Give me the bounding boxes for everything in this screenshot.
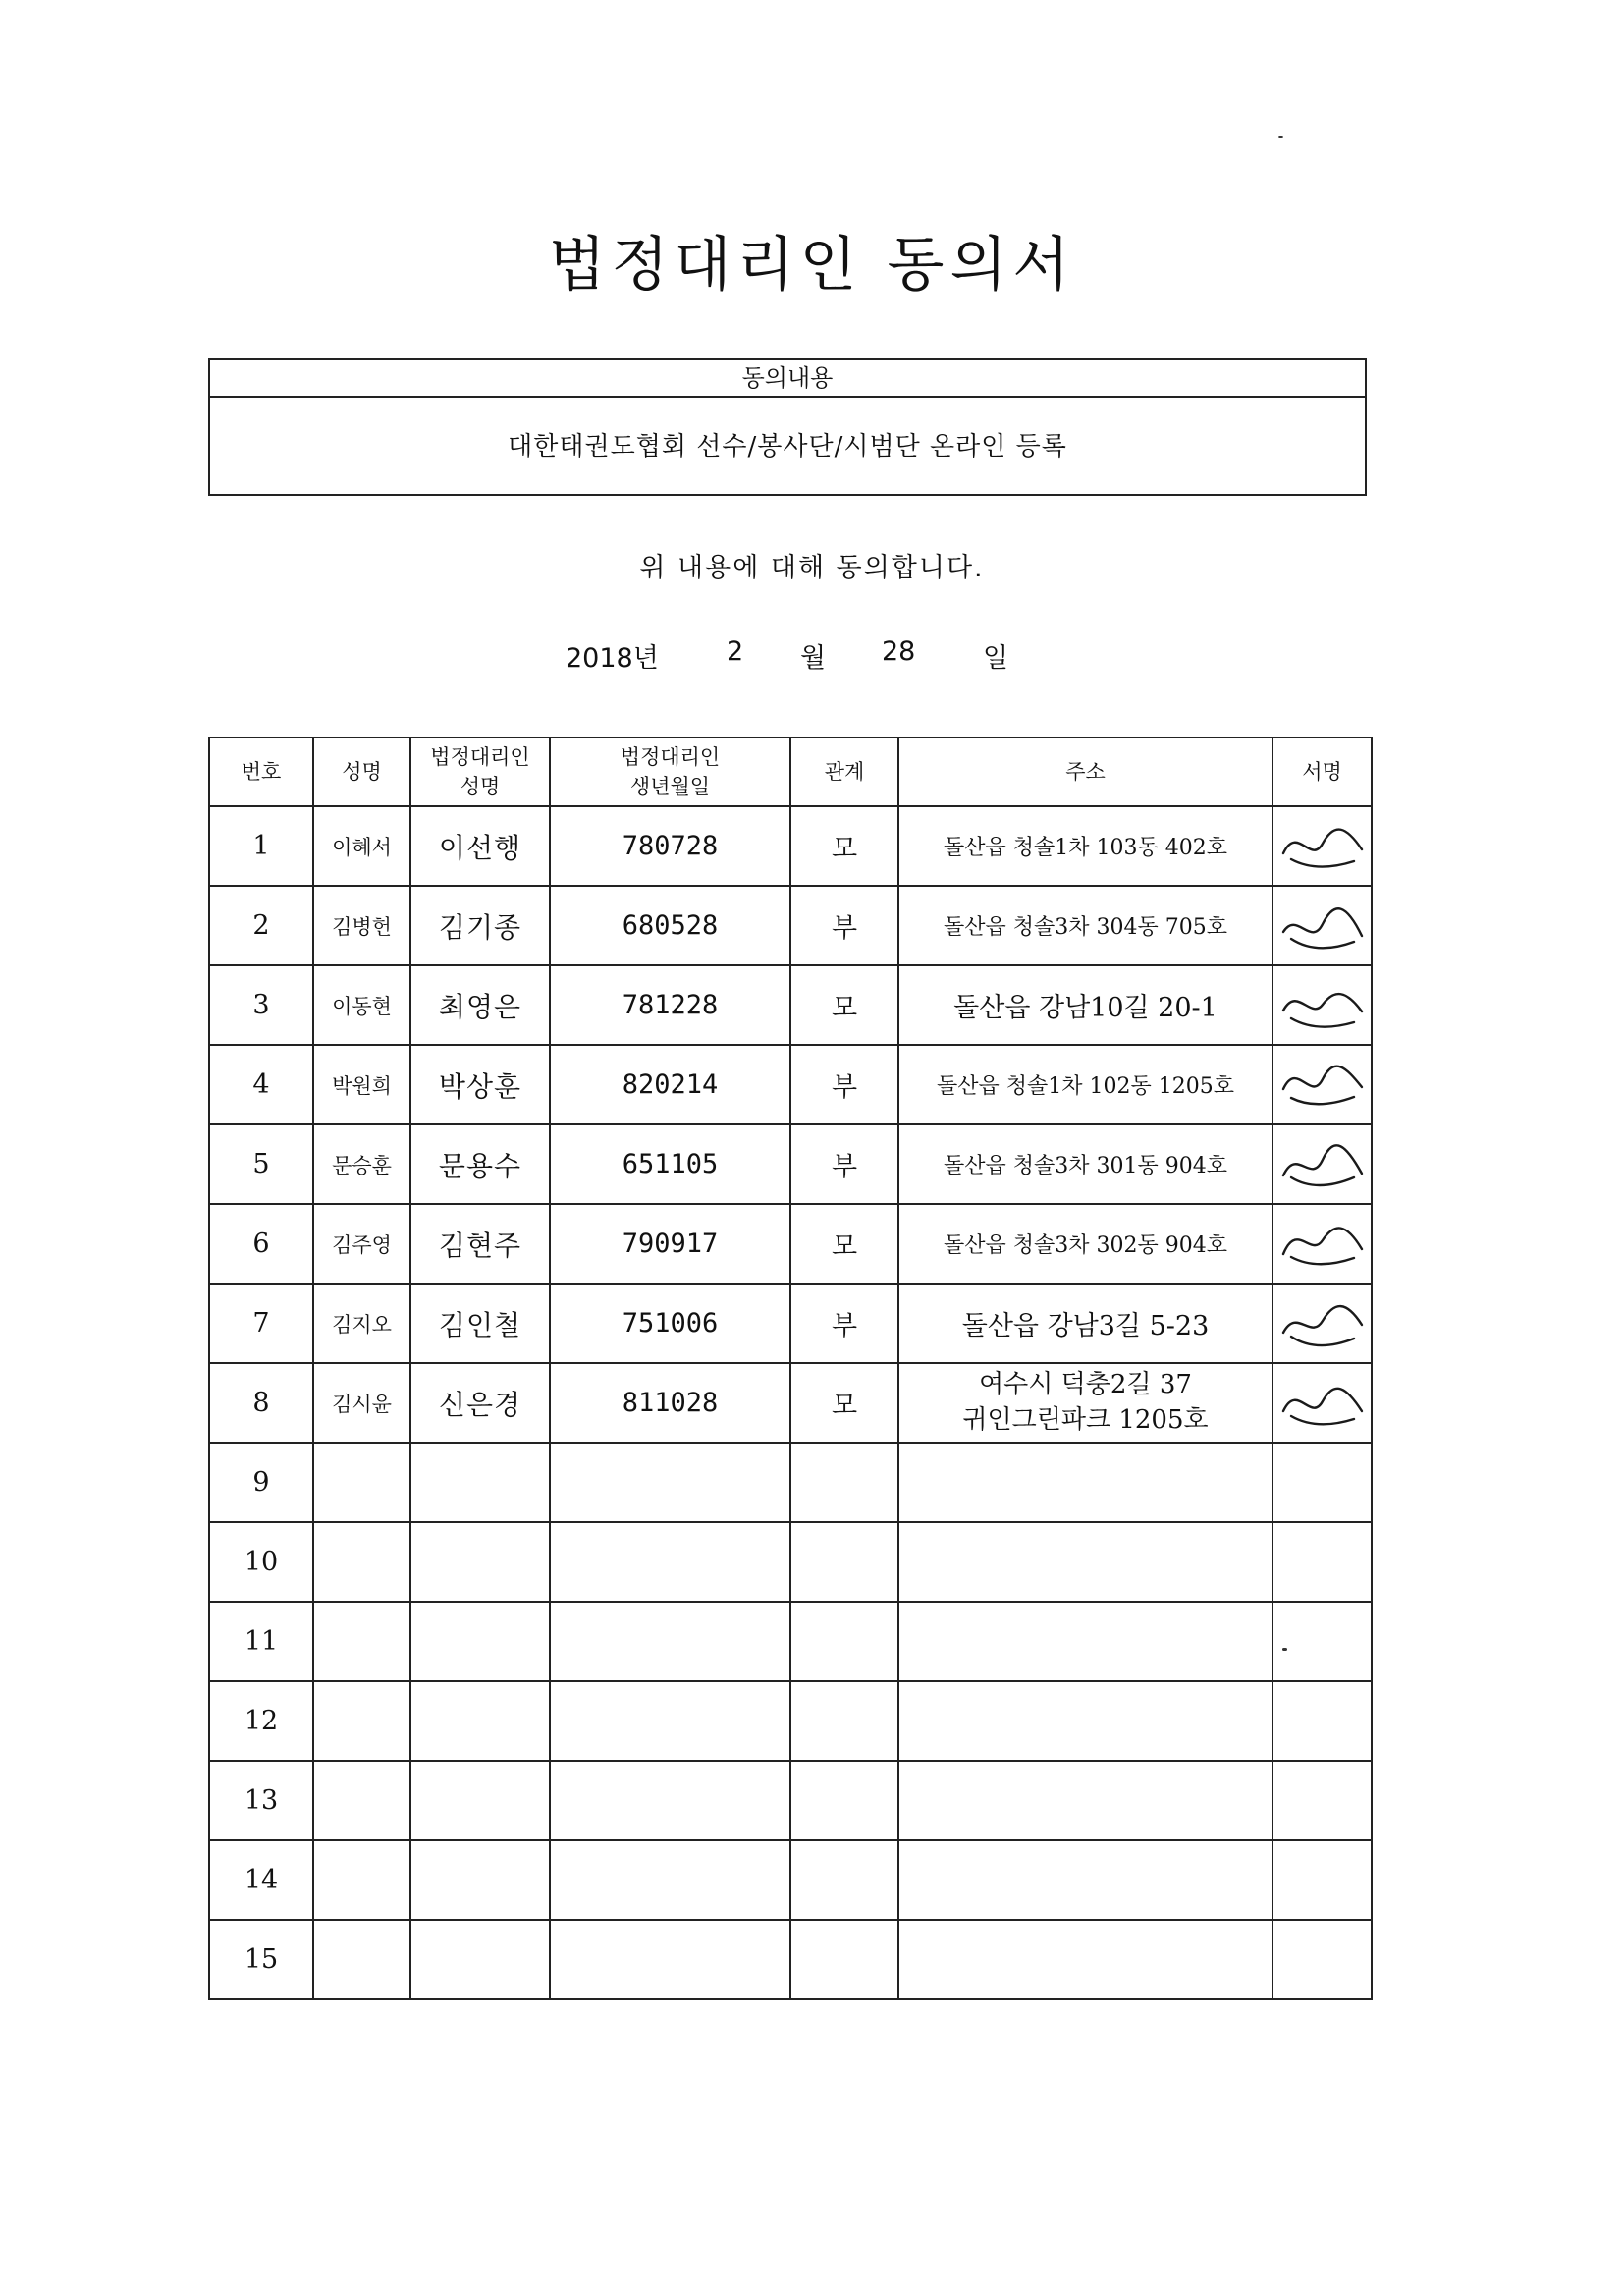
address-line1: 돌산읍 청솔3차 302동 904호 [944,1233,1227,1258]
row-number: 4 [209,1045,313,1124]
address [898,1602,1272,1681]
date-year: 2018년 [566,643,659,674]
guardian-birthdate [550,1840,790,1920]
address-line1: 돌산읍 청솔3차 304동 705호 [944,915,1227,940]
guardian-name: 최영은 [410,965,550,1045]
row-number: 7 [209,1284,313,1363]
guardian-table [208,737,1373,2000]
handwritten-signature [1277,970,1368,1039]
address [898,965,1272,1045]
guardian-name: 신은경 [410,1363,550,1443]
signature-cell [1272,1602,1372,1681]
row-number: 5 [209,1124,313,1204]
guardian-name [410,1602,550,1681]
header-guardian-name [410,738,550,806]
signature-cell [1272,1761,1372,1840]
row-number: 11 [209,1602,313,1681]
scan-speck [1278,136,1283,138]
student-name [313,1522,410,1602]
handwritten-signature [1277,811,1368,880]
relation: 모 [790,965,898,1045]
table-row [209,1920,1372,1999]
relation [790,1840,898,1920]
handwritten-signature [1277,1368,1368,1437]
student-name [313,1840,410,1920]
signature-cell [1272,1124,1372,1204]
table-row [209,965,1372,1045]
relation [790,1681,898,1761]
relation: 부 [790,1124,898,1204]
row-number: 13 [209,1761,313,1840]
guardian-birthdate: 781228 [550,965,790,1045]
student-name: 박원희 [313,1045,410,1124]
guardian-birthdate: 680528 [550,886,790,965]
table-row [209,1522,1372,1602]
student-name: 김시윤 [313,1363,410,1443]
row-number: 1 [209,806,313,886]
signature-cell [1272,1681,1372,1761]
guardian-birthdate: 780728 [550,806,790,886]
student-name: 이혜서 [313,806,410,886]
header-name: 성명 [313,738,410,806]
signature-cell [1272,806,1372,886]
header-relation: 관계 [790,738,898,806]
header-no: 번호 [209,738,313,806]
signature-cell [1272,1045,1372,1124]
guardian-name: 문용수 [410,1124,550,1204]
relation [790,1602,898,1681]
guardian-birthdate [550,1681,790,1761]
student-name [313,1443,410,1522]
student-name [313,1761,410,1840]
address-line1: 돌산읍 청솔1차 102동 1205호 [937,1074,1234,1099]
date-month: 2 [727,636,744,667]
date-month-unit: 월 [800,643,827,674]
relation [790,1522,898,1602]
address [898,1920,1272,1999]
agreement-statement: 위 내용에 대해 동의합니다. [639,553,985,583]
table-row [209,886,1372,965]
consent-content-text: 대한태권도협회 선수/봉사단/시범단 온라인 등록 [508,432,1067,462]
student-name [313,1681,410,1761]
address-line1: 돌산읍 청솔3차 301동 904호 [944,1154,1227,1178]
handwritten-signature [1277,891,1368,959]
address-line1: 돌산읍 강남10길 20-1 [953,993,1218,1023]
handwritten-signature [1277,1209,1368,1278]
address-line1: 돌산읍 강남3길 5-23 [961,1311,1210,1341]
address [898,806,1272,886]
document-title: 법정대리인 동의서 [548,231,1076,300]
header-address: 주소 [898,738,1272,806]
row-number: 2 [209,886,313,965]
student-name [313,1920,410,1999]
header-signature: 서명 [1272,738,1372,806]
relation [790,1443,898,1522]
relation: 부 [790,1045,898,1124]
table-row [209,1840,1372,1920]
signature-cell [1272,1522,1372,1602]
guardian-birthdate [550,1920,790,1999]
relation: 모 [790,1204,898,1284]
address [898,886,1272,965]
student-name: 김병헌 [313,886,410,965]
row-number: 3 [209,965,313,1045]
address [898,1761,1272,1840]
handwritten-signature [1277,1129,1368,1198]
guardian-name [410,1522,550,1602]
table-row [209,1045,1372,1124]
header-guardian-birth [550,738,790,806]
handwritten-signature [1277,1050,1368,1119]
row-number: 10 [209,1522,313,1602]
signature-cell [1272,1284,1372,1363]
row-number: 6 [209,1204,313,1284]
student-name [313,1602,410,1681]
guardian-name [410,1443,550,1522]
guardian-birthdate [550,1761,790,1840]
table-row [209,1443,1372,1522]
address [898,1363,1272,1443]
relation: 모 [790,1363,898,1443]
table-row [209,1124,1372,1204]
guardian-name: 이선행 [410,806,550,886]
signature-cell [1272,1363,1372,1443]
address-line1: 여수시 덕충2길 37 [979,1370,1192,1400]
date-day: 28 [882,636,916,667]
table-row [209,1681,1372,1761]
address [898,1840,1272,1920]
guardian-name: 김인철 [410,1284,550,1363]
guardian-name: 박상훈 [410,1045,550,1124]
date-day-unit: 일 [983,643,1009,674]
address [898,1522,1272,1602]
relation [790,1920,898,1999]
student-name: 이동현 [313,965,410,1045]
row-number: 12 [209,1681,313,1761]
address [898,1681,1272,1761]
student-name: 문승훈 [313,1124,410,1204]
consent-content-box [208,358,1367,496]
row-number: 15 [209,1920,313,1999]
table-row [209,1602,1372,1681]
guardian-name: 김현주 [410,1204,550,1284]
address [898,1045,1272,1124]
handwritten-signature [1277,1288,1368,1357]
guardian-name [410,1681,550,1761]
guardian-name: 김기종 [410,886,550,965]
scan-speck [1282,1648,1287,1651]
guardian-birthdate: 820214 [550,1045,790,1124]
guardian-birthdate [550,1602,790,1681]
table-row [209,1761,1372,1840]
table-row [209,806,1372,886]
signature-cell [1272,886,1372,965]
guardian-name [410,1840,550,1920]
header-guardian-birth-line1: 법정대리인 [620,744,721,769]
address [898,1443,1272,1522]
table-row [209,1363,1372,1443]
header-guardian-name-line2: 성명 [460,775,501,798]
address [898,1284,1272,1363]
guardian-birthdate: 811028 [550,1363,790,1443]
header-guardian-birth-line2: 생년월일 [629,775,711,798]
header-guardian-name-line1: 법정대리인 [430,744,530,769]
address-line1: 돌산읍 청솔1차 103동 402호 [944,836,1227,860]
signature-cell [1272,1204,1372,1284]
guardian-birthdate [550,1522,790,1602]
guardian-birthdate: 790917 [550,1204,790,1284]
signature-cell [1272,1920,1372,1999]
guardian-birthdate: 651105 [550,1124,790,1204]
table-row [209,1284,1372,1363]
signature-cell [1272,1443,1372,1522]
signature-cell [1272,1840,1372,1920]
row-number: 9 [209,1443,313,1522]
student-name: 김주영 [313,1204,410,1284]
relation: 부 [790,1284,898,1363]
relation: 부 [790,886,898,965]
guardian-birthdate [550,1443,790,1522]
student-name: 김지오 [313,1284,410,1363]
guardian-name [410,1761,550,1840]
table-header-row [209,738,1372,806]
relation [790,1761,898,1840]
consent-content-header: 동의내용 [210,360,1365,398]
relation: 모 [790,806,898,886]
row-number: 8 [209,1363,313,1443]
address [898,1204,1272,1284]
table-row [209,1204,1372,1284]
signature-cell [1272,965,1372,1045]
guardian-name [410,1920,550,1999]
address-line2: 귀인그린파크 1205호 [962,1404,1209,1435]
guardian-birthdate: 751006 [550,1284,790,1363]
row-number: 14 [209,1840,313,1920]
address [898,1124,1272,1204]
